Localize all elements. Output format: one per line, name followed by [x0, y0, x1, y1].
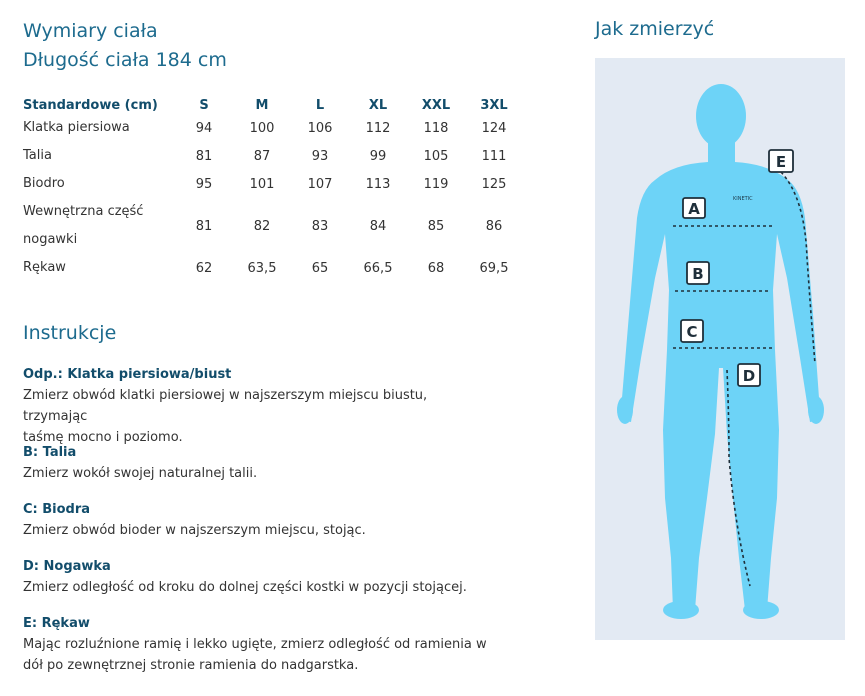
table-cell: 107 — [307, 176, 333, 192]
measure-marker-e — [769, 150, 793, 172]
measure-marker-c — [681, 320, 703, 342]
table-cell: 100 — [249, 120, 275, 136]
instruction-title: E: Rękaw — [23, 616, 90, 631]
table-cell: 101 — [249, 176, 275, 192]
size-header-m: M — [255, 97, 269, 113]
instruction-text: Zmierz wokół swojej naturalnej talii. — [23, 466, 258, 481]
section-title: Wymiary ciała — [23, 20, 158, 42]
table-cell: 81 — [195, 218, 213, 234]
table-cell: 82 — [253, 218, 271, 234]
body-silhouette-illustration — [595, 58, 845, 640]
table-row — [23, 114, 523, 142]
instruction-item — [23, 499, 493, 541]
table-cell: 84 — [369, 218, 387, 234]
row-label — [23, 198, 175, 254]
size-header-xxl: XXL — [421, 97, 451, 113]
marker-label-d: D — [742, 367, 756, 385]
body-length-subtitle: Długość ciała 184 cm — [23, 49, 227, 71]
table-row — [23, 254, 523, 282]
table-row — [23, 142, 523, 170]
row-label: Klatka piersiowa — [23, 120, 130, 135]
size-header-xl: XL — [368, 97, 388, 113]
size-header-3xl: 3XL — [480, 97, 508, 113]
table-row — [23, 198, 523, 254]
table-cell: 63,5 — [247, 260, 277, 276]
table-cell: 65 — [311, 260, 329, 276]
instruction-title: B: Talia — [23, 445, 77, 460]
table-row — [23, 170, 523, 198]
measure-marker-b — [687, 262, 709, 284]
table-cell: 99 — [369, 148, 387, 164]
instruction-text: Zmierz odległość od kroku do dolnej części kostki w pozycji stojącej. — [23, 580, 467, 595]
table-cell: 66,5 — [363, 260, 393, 276]
table-cell: 95 — [195, 176, 213, 192]
measure-marker-a — [683, 198, 705, 218]
instruction-text: Zmierz obwód bioder w najszerszym miejscu, stojąc. — [23, 523, 366, 538]
marker-label-a: A — [688, 200, 700, 218]
table-cell: 68 — [427, 260, 445, 276]
row-label-line1: Wewnętrzna część — [23, 204, 144, 219]
table-cell: 87 — [253, 148, 271, 164]
table-cell: 94 — [195, 120, 213, 136]
size-table — [23, 96, 523, 282]
table-cell: 105 — [423, 148, 449, 164]
instruction-text: taśmę mocno i poziomo. — [23, 430, 183, 445]
table-header-label: Standardowe (cm) — [23, 97, 158, 113]
table-cell: 81 — [195, 148, 213, 164]
row-label: Biodro — [23, 176, 65, 191]
table-cell: 118 — [423, 120, 449, 136]
table-cell: 124 — [481, 120, 507, 136]
table-cell: 106 — [307, 120, 333, 136]
instruction-title: C: Biodra — [23, 502, 91, 517]
instruction-title: D: Nogawka — [23, 559, 111, 574]
table-cell: 119 — [423, 176, 449, 192]
instruction-item — [23, 442, 493, 484]
instruction-title: Odp.: Klatka piersiowa/biust — [23, 367, 232, 382]
marker-label-e: E — [775, 153, 787, 171]
table-cell: 62 — [195, 260, 213, 276]
instruction-text: Mając rozluźnione ramię i lekko ugięte, zmierz odległość od ramienia w — [23, 637, 487, 652]
table-cell: 85 — [427, 218, 445, 234]
instruction-text: dół po zewnętrznej stronie ramienia do nadgarstka. — [23, 658, 359, 673]
marker-label-b: B — [692, 265, 704, 283]
size-header-s: S — [199, 97, 209, 113]
instruction-item — [23, 364, 493, 448]
table-cell: 111 — [481, 148, 507, 164]
measure-marker-d — [738, 364, 760, 386]
instruction-item — [23, 556, 493, 598]
row-label-line2: nogawki — [23, 232, 78, 247]
size-table-header — [23, 96, 523, 114]
table-cell: 83 — [311, 218, 329, 234]
row-label: Rękaw — [23, 260, 66, 275]
body-measurement-figure — [595, 58, 845, 640]
row-label: Talia — [23, 148, 52, 163]
table-cell: 125 — [481, 176, 507, 192]
table-cell: 113 — [365, 176, 391, 192]
marker-label-c: C — [686, 323, 698, 341]
how-to-measure-title: Jak zmierzyć — [595, 18, 715, 40]
shirt-logo: KINETIC — [733, 196, 753, 202]
size-header-l: L — [315, 97, 325, 113]
instructions-title: Instrukcje — [23, 322, 117, 344]
table-cell: 112 — [365, 120, 391, 136]
instruction-item — [23, 613, 493, 676]
table-cell: 93 — [311, 148, 329, 164]
table-cell: 86 — [485, 218, 503, 234]
instruction-text: Zmierz obwód klatki piersiowej w najszerszym miejscu biustu, trzymając — [23, 388, 428, 424]
table-cell: 69,5 — [479, 260, 509, 276]
